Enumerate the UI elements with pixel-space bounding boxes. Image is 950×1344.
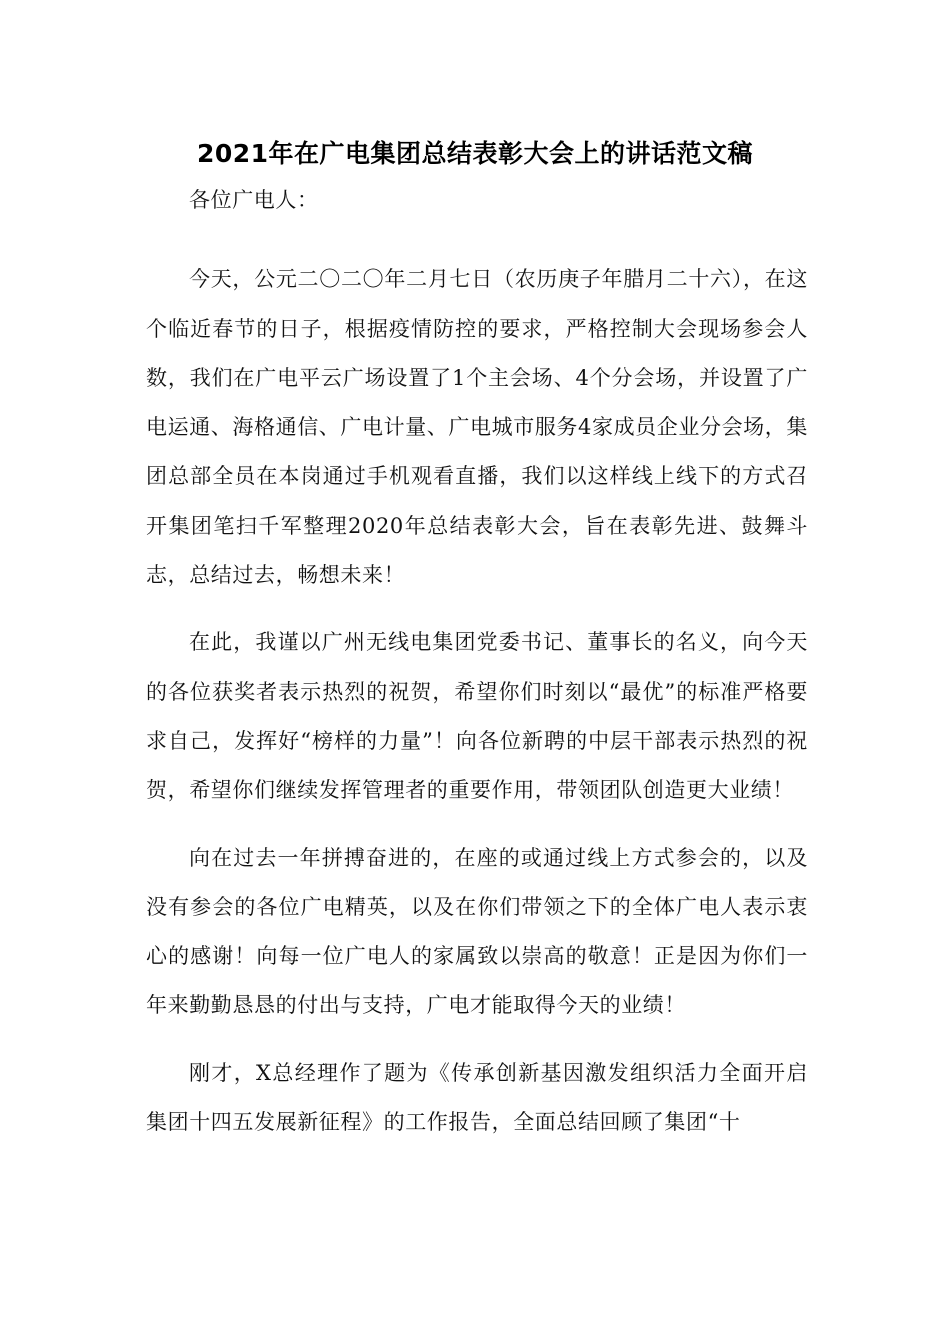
paragraph-2: 在此，我谨以广州无线电集团党委书记、董事长的名义，向今天的各位获奖者表示热烈的祝贺，希望你们时刻以“最优”的标准严格要求自己，发挥好“榜样的力量”！向各位新聘的中层干部表示热烈的祝贺，希望你们继续发挥管理者的重要作用，带领团队创造更大业绩！: [146, 630, 808, 803]
document-title: 2021年在广电集团总结表彰大会上的讲话范文稿: [196, 139, 754, 168]
salutation: 各位广电人：: [189, 188, 319, 212]
paragraph-4: 刚才，X总经理作了题为《传承创新基因激发组织活力全面开启集团十四五发展新征程》的工作报告，全面总结回顾了集团“十: [146, 1060, 808, 1135]
paragraph-1: 今天，公元二〇二〇年二月七日（农历庚子年腊月二十六），在这个临近春节的日子，根据疫情防控的要求，严格控制大会现场参会人数，我们在广电平云广场设置了1个主会场、4个分会场，并设置了广电运通、海格通信、广电计量、广电城市服务4家成员企业分会场，集团总部全员在本岗通过手机观看直播，我们以这样线上线下的方式召开集团笔扫千军整理2020年总结表彰大会，旨在表彰先进、鼓舞斗志，总结过去，畅想未来！: [146, 267, 808, 588]
document-body: [146, 176, 808, 1147]
paragraph-3: 向在过去一年拼搏奋进的，在座的或通过线上方式参会的，以及没有参会的各位广电精英，以及在你们带领之下的全体广电人表示衷心的感谢！向每一位广电人的家属致以崇高的敬意！正是因为你们一年来勤勤恳恳的付出与支持，广电才能取得今天的业绩！: [146, 845, 808, 1018]
